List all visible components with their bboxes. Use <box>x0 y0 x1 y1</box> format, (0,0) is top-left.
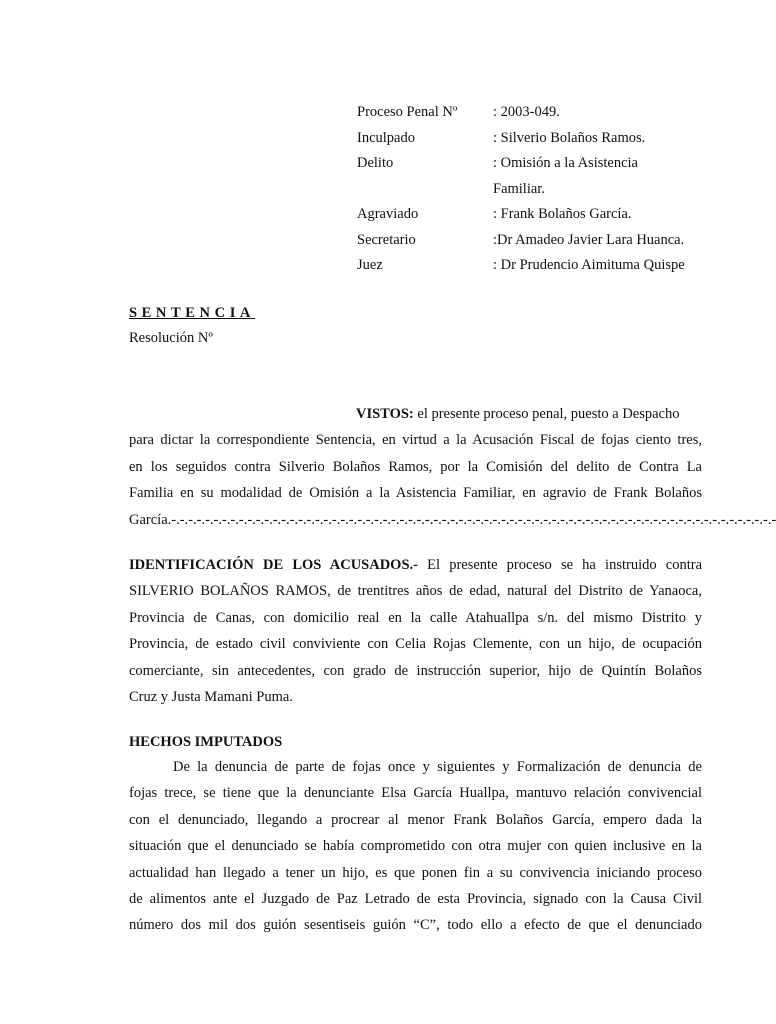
header-label: Inculpado <box>357 129 415 146</box>
identificacion-lead: IDENTIFICACIÓN DE LOS ACUSADOS.- <box>129 557 418 573</box>
paragraph-line: para dictar la correspondiente Sentencia, en virtud a la Acusación Fiscal de fojas ciento tres, <box>129 432 702 449</box>
paragraph-line: Cruz y Justa Mamani Puma. <box>129 689 293 706</box>
paragraph-line: actualidad han llegado a tener un hijo, es que ponen fin a su convivencia iniciando proceso <box>129 864 702 881</box>
identificacion-paragraph <box>129 552 702 710</box>
document-title: SENTENCIA <box>129 305 256 321</box>
vistos-first-line: el presente proceso penal, puesto a Despacho <box>417 406 680 422</box>
hechos-heading: HECHOS IMPUTADOS <box>129 734 283 750</box>
paragraph-line: en los seguidos contra Silverio Bolaños Ramos, por la Comisión del delito de Contra La <box>129 458 702 475</box>
paragraph-line: Provincia de Canas, con domicilio real en la calle Atahuallpa s/n. del mismo Distrito y <box>129 609 702 626</box>
paragraph-line: SILVERIO BOLAÑOS RAMOS, de trentitres años de edad, natural del Distrito de Yanaoca, <box>129 583 702 600</box>
header-value: : Silverio Bolaños Ramos. <box>493 129 646 146</box>
header-label: Proceso Penal Nº <box>357 104 458 120</box>
vistos-paragraph <box>129 401 776 533</box>
header-value: :Dr Amadeo Javier Lara Huanca. <box>493 231 685 248</box>
paragraph-line: fojas trece, se tiene que la denunciante Elsa García Huallpa, mantuvo relación convivencial <box>129 785 702 802</box>
header-value: : Frank Bolaños García. <box>493 206 632 222</box>
header-label: Secretario <box>357 231 416 248</box>
identificacion-first-line: El presente proceso se ha instruido contra <box>427 557 702 573</box>
header-label: Agraviado <box>357 206 419 222</box>
paragraph-line: comerciante, sin antecedentes, con grado de instrucción superior, hijo de Quintín Bolaños <box>129 662 702 679</box>
paragraph-line: número dos mil dos guión sesentiseis guión “C”, todo ello a efecto de que el denunciado <box>129 917 702 934</box>
paragraph-line: De la denuncia de parte de fojas once y siguientes y Formalización de denuncia de <box>173 759 702 775</box>
paragraph-line: de alimentos ante el Juzgado de Paz Letrado de esta Provincia, signado con la Causa Civil <box>129 891 702 908</box>
paragraph-line <box>129 552 702 578</box>
vistos-lead: VISTOS: <box>356 406 414 422</box>
paragraph-line: Provincia, de estado civil conviviente con Celia Rojas Clemente, con un hijo, de ocupación <box>129 636 702 653</box>
resolution-number: Resolución Nº <box>129 330 213 346</box>
paragraph-line: situación que el denunciado se había comprometido con otra mujer con quien inclusive en la <box>129 838 702 855</box>
header-value: : 2003-049. <box>493 104 560 120</box>
header-label: Juez <box>357 257 383 273</box>
header-value: Familiar. <box>493 180 545 197</box>
paragraph-line: con el denunciado, llegando a procrear al menor Frank Bolaños García, empero dada la <box>129 811 702 828</box>
paragraph-line <box>129 401 702 427</box>
paragraph-line: García.-.-.-.-.-.-.-.-.-.-.-.-.-.-.-.-.-.-.-.-.-.-.-.-.-.-.-.-.-.-.-.-.-.-.-.-.-.-.-.-.-.-.-.-.-.-.-.-.-.-.-.-.-.-.-.-.-.-.-.-.-.-.-.-.-.-.-.-.-.-.-.- <box>129 511 776 528</box>
header-label: Delito <box>357 155 394 171</box>
hechos-paragraph <box>129 754 702 939</box>
header-value: : Omisión a la Asistencia <box>493 155 638 171</box>
header-value: : Dr Prudencio Aimituma Quispe <box>493 257 685 273</box>
paragraph-line: Familia en su modalidad de Omisión a la Asistencia Familiar, en agravio de Frank Bolaños <box>129 485 702 502</box>
